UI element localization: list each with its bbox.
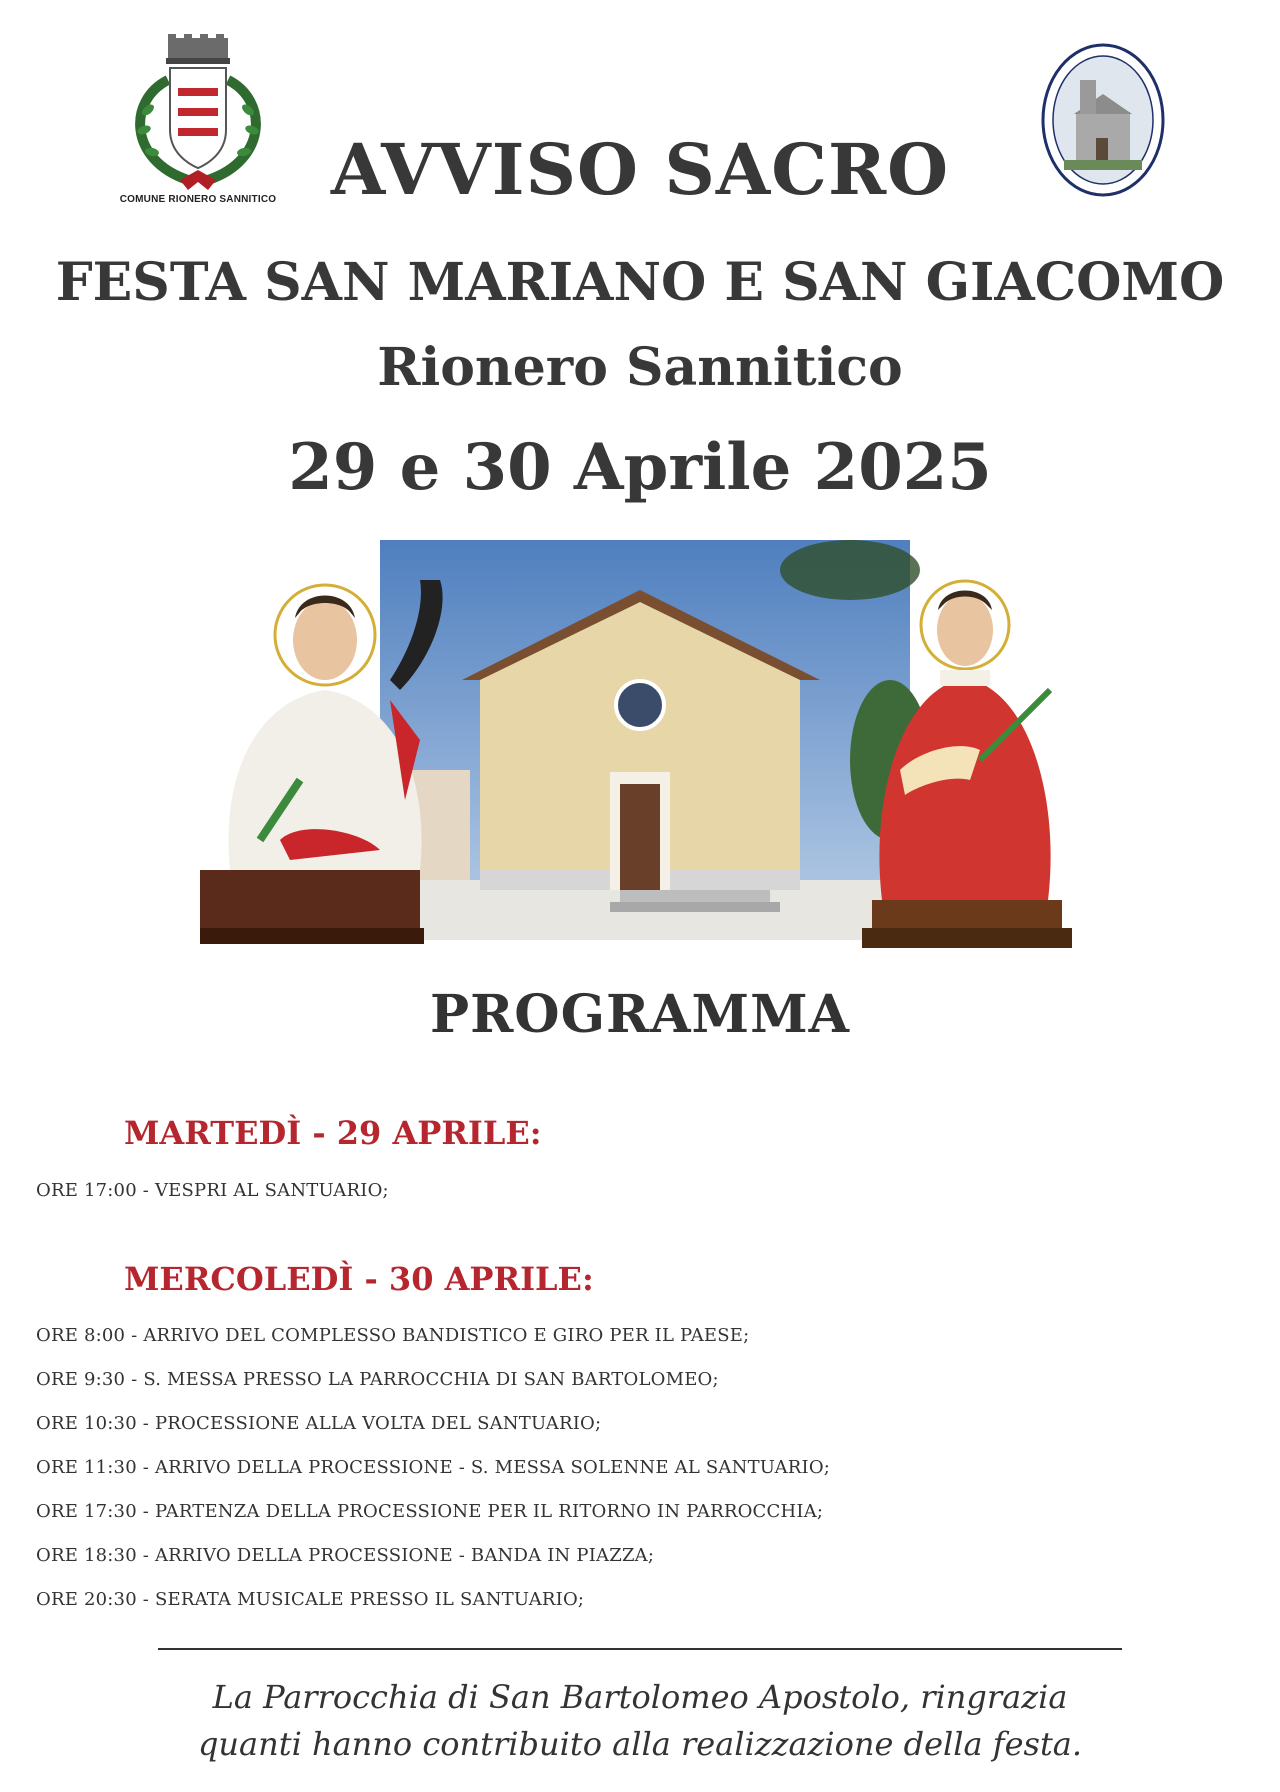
schedule-item: ORE 9:30 - S. MESSA PRESSO LA PARROCCHIA DI SAN BARTOLOMEO; [36, 1369, 719, 1390]
divider [158, 1648, 1122, 1650]
schedule-item: ORE 8:00 - ARRIVO DEL COMPLESSO BANDISTICO E GIRO PER IL PAESE; [36, 1325, 750, 1346]
day-heading-wednesday: MERCOLEDÌ - 30 APRILE: [124, 1260, 594, 1298]
page-title: AVVISO SACRO [330, 128, 950, 211]
schedule-item: ORE 11:30 - ARRIVO DELLA PROCESSIONE - S. MESSA SOLENNE AL SANTUARIO; [36, 1457, 831, 1478]
schedule-item: ORE 18:30 - ARRIVO DELLA PROCESSIONE - BANDA IN PIAZZA; [36, 1545, 655, 1566]
schedule-item: ORE 10:30 - PROCESSIONE ALLA VOLTA DEL SANTUARIO; [36, 1413, 602, 1434]
event-dates: 29 e 30 Aprile 2025 [288, 430, 992, 505]
location: Rionero Sannitico [377, 337, 903, 398]
schedule-item: ORE 20:30 - SERATA MUSICALE PRESSO IL SANTUARIO; [36, 1589, 585, 1610]
schedule-item: ORE 17:30 - PARTENZA DELLA PROCESSIONE PER IL RITORNO IN PARROCCHIA; [36, 1501, 824, 1522]
closing-note-line-1: La Parrocchia di San Bartolomeo Apostolo, ringrazia [212, 1678, 1068, 1716]
church-and-saints-image [200, 540, 1080, 960]
festival-name: FESTA SAN MARIANO E SAN GIACOMO [55, 252, 1225, 313]
day-heading-tuesday: MARTEDÌ - 29 APRILE: [124, 1114, 542, 1152]
programma-heading: PROGRAMMA [429, 984, 851, 1045]
comune-caption: COMUNE RIONERO SANNITICO [119, 194, 277, 205]
schedule-item: ORE 17:00 - VESPRI AL SANTUARIO; [36, 1180, 389, 1201]
closing-note-line-2: quanti hanno contribuito alla realizzazione della festa. [197, 1725, 1083, 1763]
